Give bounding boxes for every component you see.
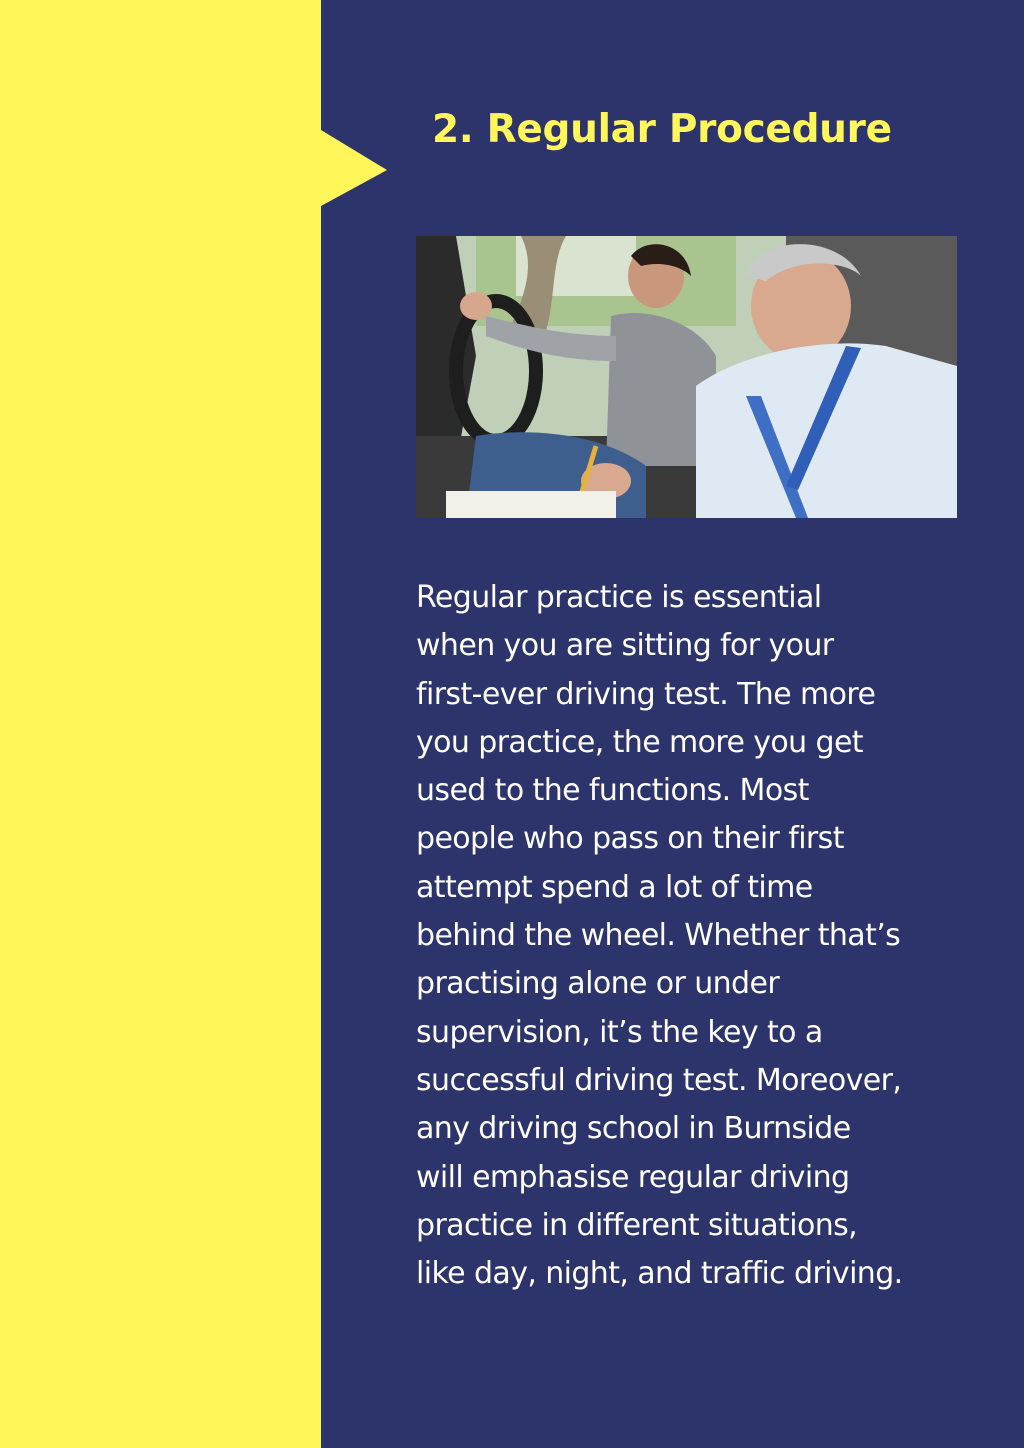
body-line: when you are sitting for your: [416, 628, 834, 664]
body-line: Regular practice is essential: [416, 580, 822, 615]
body-line: attempt spend a lot of time: [416, 869, 813, 905]
body-line: practice in different situations,: [416, 1207, 858, 1243]
body-line: successful driving test. Moreover,: [416, 1062, 902, 1098]
left-yellow-band: [0, 0, 321, 1448]
body-line: will emphasise regular driving: [416, 1159, 850, 1195]
body-line: behind the wheel. Whether that’s: [416, 918, 901, 954]
arrow-pointer-icon: [321, 0, 401, 260]
body-line: you practice, the more you get: [416, 724, 863, 760]
body-paragraph: [416, 574, 972, 1298]
body-line: first-ever driving test. The more: [416, 676, 876, 712]
body-line: like day, night, and traffic driving.: [416, 1256, 903, 1292]
body-line: practising alone or under: [416, 966, 780, 1002]
body-line: used to the functions. Most: [416, 773, 809, 809]
body-line: any driving school in Burnside: [416, 1111, 851, 1147]
body-line: supervision, it’s the key to a: [416, 1014, 823, 1050]
body-line: people who pass on their first: [416, 821, 844, 857]
driving-lesson-photo: [416, 236, 957, 518]
page-title: 2. Regular Procedure: [432, 107, 892, 152]
